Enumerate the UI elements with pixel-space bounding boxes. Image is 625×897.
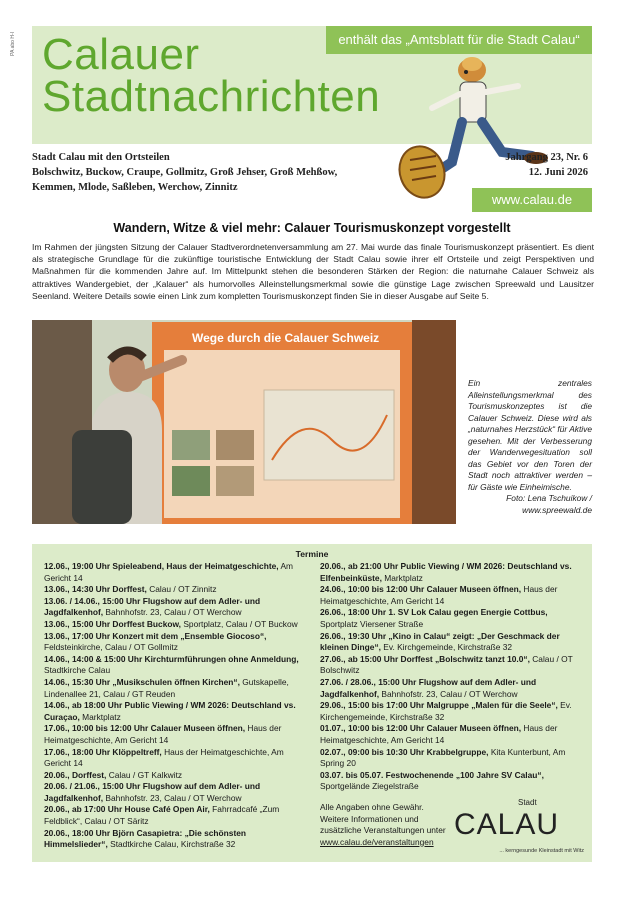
event-title: 20.06., ab 21:00 Uhr Public Viewing / WM 2026: Deutschland vs. Elfenbeinküste, bbox=[320, 561, 572, 583]
event-title: 27.06., ab 15:00 Uhr Dorffest „Bolschwitz tanzt 10.0“, bbox=[320, 653, 530, 664]
event-title: 14.06., 14:00 & 15:00 Uhr Kirchturmführungen ohne Anmeldung, bbox=[44, 653, 299, 664]
notice-line-1: Alle Angaben ohne Gewähr. bbox=[320, 802, 424, 812]
event-title: 13.06. / 14.06., 15:00 Uhr Flugshow auf dem Adler- und Jagdfalkenhof, bbox=[44, 595, 261, 618]
issue-number: Jahrgang 23, Nr. 6 bbox=[505, 152, 588, 163]
event-title: 20.06., Dorffest, bbox=[44, 769, 107, 780]
website-link[interactable]: www.calau.de bbox=[472, 188, 592, 212]
event-title: 13.06., 15:00 Uhr Dorffest Buckow, bbox=[44, 618, 181, 629]
event-title: 26.06., 19:30 Uhr „Kino in Calau“ zeigt: „Der Geschmack der kleinen Dinge“, bbox=[320, 630, 560, 653]
event-title: 26.06., 18:00 Uhr 1. SV Lok Calau gegen Energie Cottbus, bbox=[320, 607, 548, 618]
event-location: Bahnhofstr. 23, Calau / OT Werchow bbox=[103, 792, 242, 803]
event-location: Feldsteinkirche, Calau / OT Gollmitz bbox=[44, 642, 178, 653]
event-title: 02.07., 09:00 bis 10:30 Uhr Krabbelgruppe, bbox=[320, 746, 489, 757]
events-title: Termine bbox=[295, 549, 329, 559]
events-left-column bbox=[44, 561, 306, 851]
event-location: Kita Kunterbunt, Am Spring 20 bbox=[320, 746, 566, 769]
event-item bbox=[44, 677, 306, 700]
event-title: 17.06., 10:00 bis 12:00 Uhr Calauer Museen öffnen, bbox=[44, 723, 246, 734]
event-item bbox=[44, 781, 306, 804]
title-line-1: Calauer bbox=[42, 30, 200, 79]
event-item bbox=[320, 700, 582, 723]
photo-credit-2: www.spreewald.de bbox=[522, 504, 592, 515]
issue-date: 12. Juni 2026 bbox=[528, 167, 588, 178]
event-title: 20.06., ab 17:00 Uhr House Café Open Air, bbox=[44, 804, 210, 815]
towns-line-2: Bolschwitz, Buckow, Craupe, Gollmitz, Groß Jehser, Groß Mehßow, bbox=[32, 167, 338, 178]
event-title: 29.06., 15:00 bis 17:00 Uhr Malgruppe „Malen für die Seele“, bbox=[320, 700, 558, 711]
event-item bbox=[44, 828, 306, 851]
event-title: 03.07. bis 05.07. Festwochenende „100 Jahre SV Calau“, bbox=[320, 769, 544, 780]
event-item bbox=[320, 561, 582, 584]
event-item bbox=[44, 596, 306, 619]
town-list bbox=[32, 150, 337, 195]
event-location: Haus der Heimatgeschichte, Am Gericht 14 bbox=[44, 746, 284, 769]
event-location: Calau / GT Kalkwitz bbox=[106, 769, 183, 780]
logo-name: CALAU bbox=[454, 808, 560, 841]
logo-tagline: ... kerngesunde Kleinstadt mit Witz bbox=[499, 848, 584, 854]
calau-logo bbox=[454, 798, 584, 862]
event-title: 20.06. / 21.06., 15:00 Uhr Flugshow auf dem Adler- und Jagdfalkenhof, bbox=[44, 781, 261, 803]
sign-title: Wege durch die Calauer Schweiz bbox=[192, 331, 380, 345]
event-title: 13.06., 17:00 Uhr Konzert mit dem „Ensemble Giocoso“, bbox=[44, 630, 267, 641]
event-item bbox=[320, 584, 582, 607]
caption-text: Ein zentrales Alleinstellungsmerkmal des Tourismuskonzeptes ist die Calauer Schweiz. Diese wird als „naturnahes Herzstück“ für Aktive gesehen. Mit der Verbesserung der Wanderwegesituation soll das Gebiet vor den Toren der Stadt noch attraktiver werden – für Gäste wie Einheimische. bbox=[468, 378, 592, 492]
events-link[interactable]: www.calau.de/veranstaltungen bbox=[320, 836, 434, 847]
events-box bbox=[32, 544, 592, 862]
event-title: 20.06., 18:00 Uhr Björn Casapietra: „Die schönsten Himmelslieder“, bbox=[44, 827, 247, 850]
event-item bbox=[44, 723, 306, 746]
event-title: 17.06., 18:00 Uhr Klöppeltreff, bbox=[44, 746, 162, 757]
event-location: Haus der Heimatgeschichte, Am Gericht 14 bbox=[320, 723, 558, 745]
event-location: Stadtkirche Calau bbox=[44, 665, 111, 676]
event-location: Marktplatz bbox=[381, 572, 423, 583]
event-location: Bahnhofstr. 23, Calau / OT Werchow bbox=[379, 688, 518, 699]
notice-line-3: zusätzliche Veranstaltungen unter bbox=[320, 825, 446, 835]
masthead bbox=[32, 26, 592, 214]
event-location: Stadtkirche Calau, Kirchstraße 32 bbox=[107, 839, 236, 850]
event-item bbox=[44, 654, 306, 677]
event-location: Bahnhofstr. 23, Calau / OT Werchow bbox=[103, 607, 242, 618]
event-item bbox=[320, 607, 582, 630]
event-item bbox=[44, 631, 306, 654]
event-item bbox=[320, 747, 582, 770]
logo-stadt: Stadt bbox=[518, 798, 537, 807]
notice-line-2: Weitere Informationen und bbox=[320, 813, 419, 824]
event-location: Sportgelände Ziegelstraße bbox=[320, 781, 419, 792]
article-headline: Wandern, Witze & viel mehr: Calauer Tourismuskonzept vorgestellt bbox=[113, 221, 511, 235]
event-item bbox=[320, 654, 582, 677]
event-item bbox=[320, 631, 582, 654]
event-title: 12.06., 19:00 Uhr Spieleabend, Haus der Heimatgeschichte, bbox=[44, 561, 279, 571]
events-notice bbox=[320, 802, 446, 848]
photo-caption bbox=[468, 378, 592, 516]
event-item bbox=[44, 700, 306, 723]
event-item bbox=[44, 561, 306, 584]
event-item bbox=[320, 723, 582, 746]
event-item bbox=[44, 747, 306, 770]
towns-line-3: Kemmen, Mlode, Saßleben, Werchow, Zinnitz bbox=[32, 182, 238, 193]
event-title: 14.06., ab 18:00 Uhr Public Viewing / WM 2026: Deutschland vs. Curaçao, bbox=[44, 700, 296, 722]
event-location: Ev. Kirchgemeinde, Kirchstraße 32 bbox=[380, 642, 513, 653]
masthead-subtitle: enthält das „Amtsblatt für die Stadt Calau“ bbox=[338, 32, 580, 47]
event-item bbox=[320, 677, 582, 700]
event-location: Calau / OT Zinnitz bbox=[146, 584, 217, 595]
event-location: Calau / OT Bolschwitz bbox=[320, 653, 573, 676]
events-right-column bbox=[320, 561, 582, 793]
newspaper-title bbox=[42, 30, 381, 121]
event-item bbox=[44, 804, 306, 827]
photo-credit-1: Foto: Lena Tschuikow / bbox=[506, 493, 592, 503]
event-title: 24.06., 10:00 bis 12:00 Uhr Calauer Museen öffnen, bbox=[320, 584, 522, 595]
article-photo bbox=[32, 320, 456, 524]
side-code: PA abo H-I bbox=[10, 32, 16, 56]
event-location: Ev. Kirchengemeinde, Kirchstraße 32 bbox=[320, 700, 572, 722]
event-title: 01.07., 10:00 bis 12:00 Uhr Calauer Museen öffnen, bbox=[320, 723, 522, 734]
event-title: 27.06. / 28.06., 15:00 Uhr Flugshow auf dem Adler- und Jagdfalkenhof, bbox=[320, 676, 537, 699]
event-location: Marktplatz bbox=[79, 711, 121, 722]
event-location: Haus der Heimatgeschichte, Am Gericht 14 bbox=[44, 723, 282, 745]
event-title: 14.06., 15:30 Uhr „Musikschulen öffnen Kirchen“, bbox=[44, 676, 240, 687]
event-location: Sportplatz Viersener Straße bbox=[320, 618, 424, 629]
article-lead: Im Rahmen der jüngsten Sitzung der Calauer Stadtverordnetenversammlung am 27. Mai wurde das finale Tourismuskonzept präsentiert. Es dient als strategische Grundlage für die zukünftige touristische Entwicklung der Stadt Calau sowie ihrer elf Ortsteile und zeigt Perspektiven und Maßnahmen für die kommenden Jahre auf. Im Mittelpunkt stehen die besonderen Stärken der Region: die naturnahe Calauer Schweiz als attraktives Wandergebiet, der „Kalauer“ als humorvolles Alleinstellungsmerkmal sowie die günstige Lage zwischen Spreewald und Lausitzer Seenland. Weitere Details sowie einen Link zum kompletten Tourismuskonzept finden Sie in dieser Ausgabe auf Seite 5. bbox=[32, 242, 594, 301]
event-location: Gutskapelle, Lindenallee 21, Calau / GT Reuden bbox=[44, 676, 289, 699]
event-location: Fahrradcafé „Zum Feldblick“, Calau / OT Säritz bbox=[44, 804, 280, 827]
event-location: Haus der Heimatgeschichte, Am Gericht 14 bbox=[320, 584, 558, 606]
event-item bbox=[44, 619, 306, 631]
towns-line-1: Stadt Calau mit den Ortsteilen bbox=[32, 152, 170, 163]
hiker-at-sign-image bbox=[32, 320, 456, 524]
event-location: Sportplatz, Calau / OT Buckow bbox=[181, 618, 298, 629]
title-line-2: Stadtnachrichten bbox=[42, 72, 381, 121]
issue-info bbox=[498, 150, 588, 180]
event-item bbox=[44, 770, 306, 782]
event-location: Am Gericht 14 bbox=[44, 561, 294, 583]
event-title: 13.06., 14:30 Uhr Dorffest, bbox=[44, 584, 147, 595]
event-item bbox=[44, 584, 306, 596]
event-item bbox=[320, 770, 582, 793]
